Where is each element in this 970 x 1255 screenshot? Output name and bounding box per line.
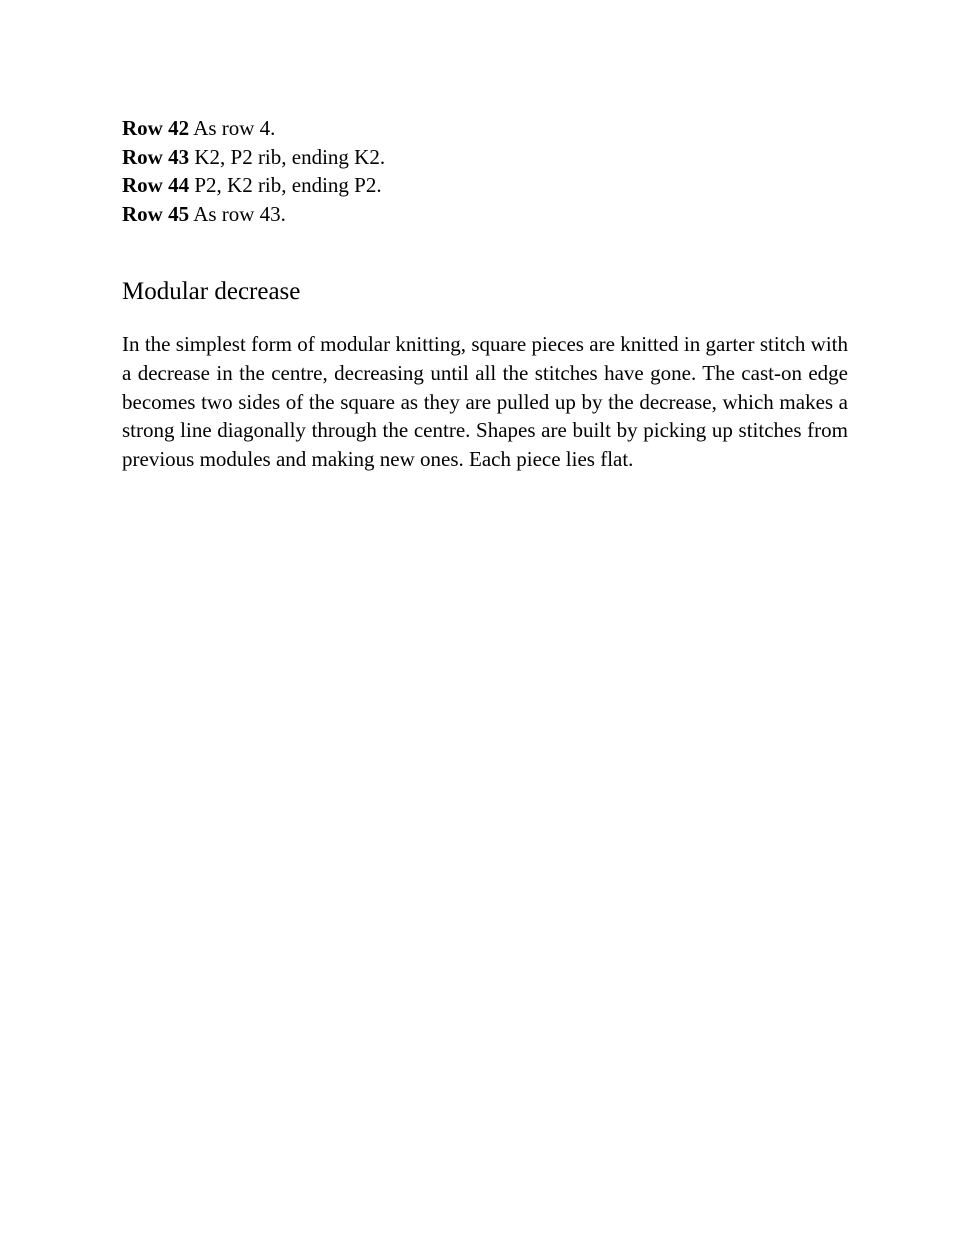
pattern-row xyxy=(122,143,848,172)
row-label: Row 45 xyxy=(122,201,190,226)
row-label: Row 43 xyxy=(122,144,190,169)
pattern-row xyxy=(122,114,848,143)
row-instruction: K2, P2 rib, ending K2. xyxy=(194,144,386,169)
row-label: Row 44 xyxy=(122,173,190,197)
pattern-row xyxy=(122,171,848,200)
section-heading: Modular decrease xyxy=(122,278,301,305)
row-label: Row 42 xyxy=(122,116,190,140)
pattern-row xyxy=(122,200,848,229)
pattern-rows xyxy=(122,114,848,228)
section-paragraph: In the simplest form of modular knitting, square pieces are knitted in garter stitch with a decrease in the centre, decreasing until all the stitches have gone. The cast-on edge becomes two sides of the square as they are pulled up by the decrease, which makes a strong line diagonally through the centre. Shapes are built by picking up stitches from previous modules and making new ones. Each piece lies flat. xyxy=(122,332,848,472)
row-instruction: As row 4. xyxy=(193,116,276,140)
row-instruction: As row 43. xyxy=(193,201,286,226)
row-instruction: P2, K2 rib, ending P2. xyxy=(194,173,382,197)
